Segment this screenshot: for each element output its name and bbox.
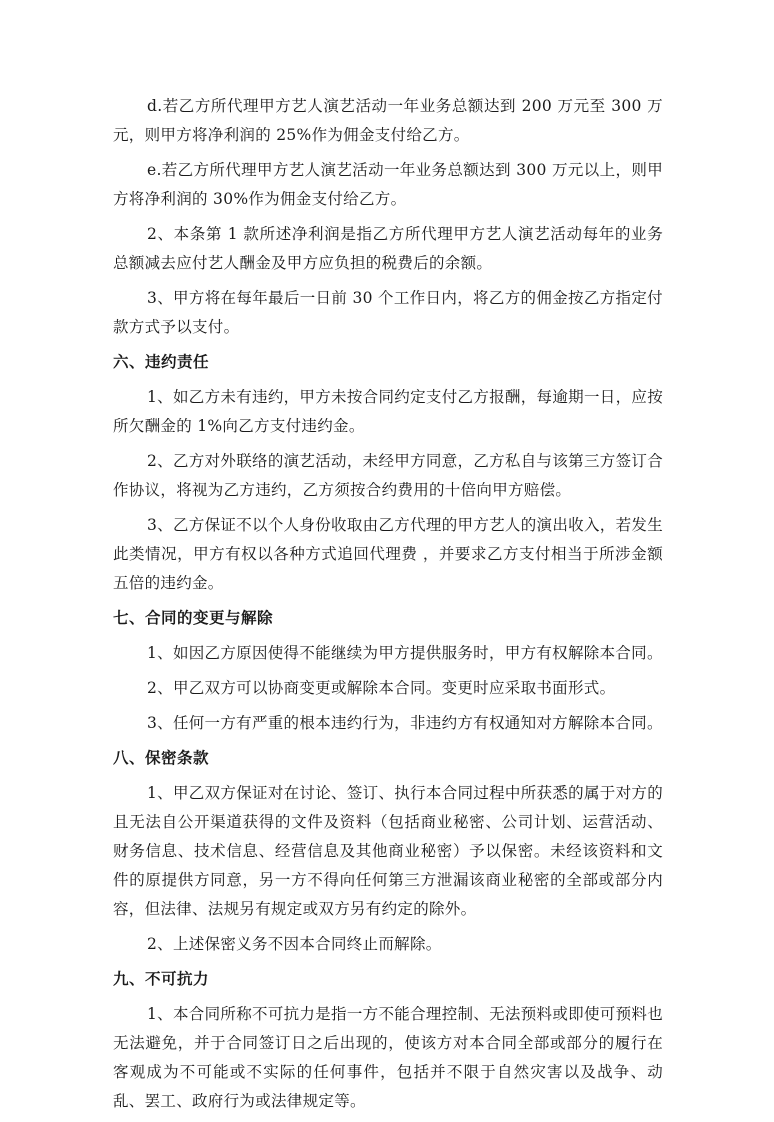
clause-amendment-2: 2、甲乙双方可以协商变更或解除本合同。变更时应采取书面形式。 [147, 679, 616, 697]
clause-confidentiality-2: 2、上述保密义务不因本合同终止而解除。 [147, 935, 442, 953]
clause-commission-e: e.若乙方所代理甲方艺人演艺活动一年业务总额达到 300 万元以上，则甲方将净利润的 30%作为佣金支付给乙方。 [113, 161, 663, 208]
section-heading-amendment: 七、合同的变更与解除 [113, 609, 274, 627]
clause-payment-timing: 3、甲方将在每年最后一日前 30 个工作日内，将乙方的佣金按乙方指定付款方式予以支付。 [113, 289, 663, 336]
clause-net-profit-definition: 2、本条第 1 款所述净利润是指乙方所代理甲方艺人演艺活动每年的业务总额减去应付艺人酬金及甲方应负担的税费后的余额。 [113, 225, 663, 272]
clause-amendment-1: 1、如因乙方原因使得不能继续为甲方提供服务时，甲方有权解除本合同。 [147, 644, 663, 662]
clause-force-majeure-1: 1、本合同所称不可抗力是指一方不能合理控制、无法预料或即使可预料也无法避免，并于合同签订日之后出现的，使该方对本合同全部或部分的履行在客观成为不可能或不实际的任何事件，包括并不限于自然灾害以及战争、动乱、罢工、政府行为或法律规定等。 [113, 1005, 663, 1110]
document-body [113, 92, 663, 1122]
clause-confidentiality-1: 1、甲乙双方保证对在讨论、签订、执行本合同过程中所获悉的属于对方的且无法自公开渠道获得的文件及资料（包括商业秘密、公司计划、运营活动、财务信息、技术信息、经营信息及其他商业秘密）予以保密。未经该资料和文件的原提供方同意，另一方不得向任何第三方泄漏该商业秘密的全部或部分内容，但法律、法规另有规定或双方另有约定的除外。 [113, 784, 663, 918]
clause-breach-2: 2、乙方对外联络的演艺活动，未经甲方同意，乙方私自与该第三方签订合作协议，将视为乙方违约，乙方须按合约费用的十倍向甲方赔偿。 [113, 452, 663, 499]
section-heading-confidentiality: 八、保密条款 [113, 749, 210, 767]
clause-breach-3: 3、乙方保证不以个人身份收取由乙方代理的甲方艺人的演出收入，若发生此类情况，甲方有权以各种方式追回代理费 ，并要求乙方支付相当于所涉金额五倍的违约金。 [113, 516, 663, 592]
section-heading-breach: 六、违约责任 [113, 353, 210, 371]
section-heading-force-majeure: 九、不可抗力 [113, 970, 210, 988]
clause-breach-1: 1、如乙方未有违约，甲方未按合同约定支付乙方报酬，每逾期一日，应按所欠酬金的 1%向乙方支付违约金。 [113, 388, 663, 435]
clause-commission-d: d.若乙方所代理甲方艺人演艺活动一年业务总额达到 200 万元至 300 万元，则甲方将净利润的 25%作为佣金支付给乙方。 [113, 97, 663, 144]
clause-amendment-3: 3、任何一方有严重的根本违约行为，非违约方有权通知对方解除本合同。 [147, 714, 663, 732]
